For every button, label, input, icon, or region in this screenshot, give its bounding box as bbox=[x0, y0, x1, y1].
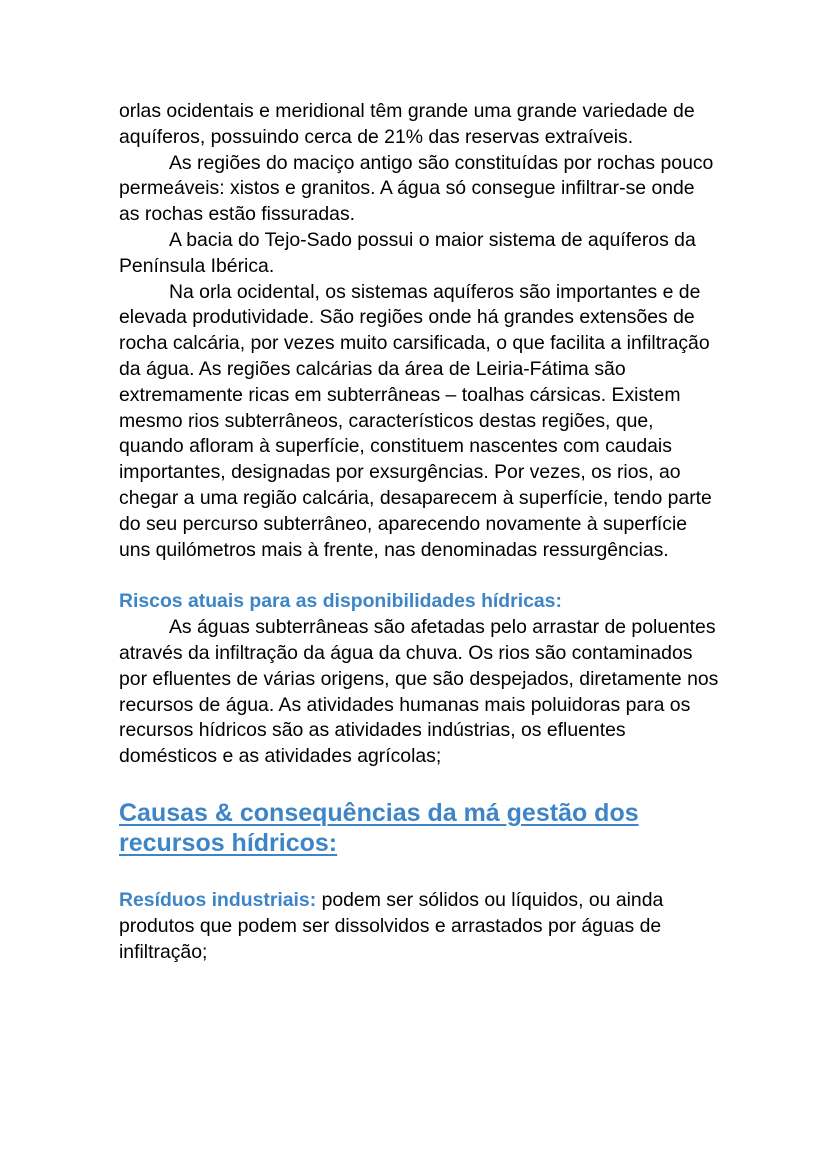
risks-section bbox=[119, 589, 719, 770]
residuos-paragraph bbox=[119, 888, 719, 965]
causes-heading: Causas & consequências da má gestão dos recursos hídricos: bbox=[119, 798, 639, 857]
risks-heading: Riscos atuais para as disponibilidades hídricas: bbox=[119, 590, 562, 613]
paragraph-macico-antigo: As regiões do maciço antigo são constituídas por rochas pouco permeáveis: xistos e granitos. A água só consegue infiltrar-se onde as rochas estão fissuradas. bbox=[119, 151, 714, 226]
residuos-label: Resíduos industriais: bbox=[119, 888, 317, 911]
document-page bbox=[119, 99, 719, 965]
paragraph-orla-ocidental: Na orla ocidental, os sistemas aquíferos são importantes e de elevada produtividade. São regiões onde há grandes extensões de rocha calcária, por vezes muito carsificada, o que facilita a infiltração da água. As regiões calcárias da área de Leiria-Fátima são extremamente ricas em subterrâneas – toalhas cársicas. Existem mesmo rios subterrâneos, característicos destas regiões, que, quando afloram à superfície, constituem nascentes com caudais importantes, designadas por exsurgências. Por vezes, os rios, ao chegar a uma região calcária, desaparecem à superfície, tendo parte do seu percurso subterrâneo, aparecendo novamente à superfície uns quilómetros mais à frente, nas denominadas ressurgências. bbox=[119, 280, 712, 561]
risks-paragraph: As águas subterrâneas são afetadas pelo arrastar de poluentes através da infiltração da água da chuva. Os rios são contaminados por efluentes de várias origens, que são despejados, diretamente nos recursos de água. As atividades humanas mais poluidoras para os recursos hídricos são as atividades indústrias, os efluentes domésticos e as atividades agrícolas; bbox=[119, 616, 719, 768]
intro-section bbox=[119, 99, 719, 563]
residuos-text: podem ser sólidos ou líquidos, ou ainda produtos que podem ser dissolvidos e arrastados por águas de infiltração; bbox=[119, 888, 664, 963]
residuos-section bbox=[119, 888, 719, 965]
paragraph-bacia-tejo-sado: A bacia do Tejo-Sado possui o maior sistema de aquíferos da Península Ibérica. bbox=[119, 228, 696, 277]
paragraph-orlas: orlas ocidentais e meridional têm grande uma grande variedade de aquíferos, possuindo cerca de 21% das reservas extraíveis. bbox=[119, 100, 695, 148]
